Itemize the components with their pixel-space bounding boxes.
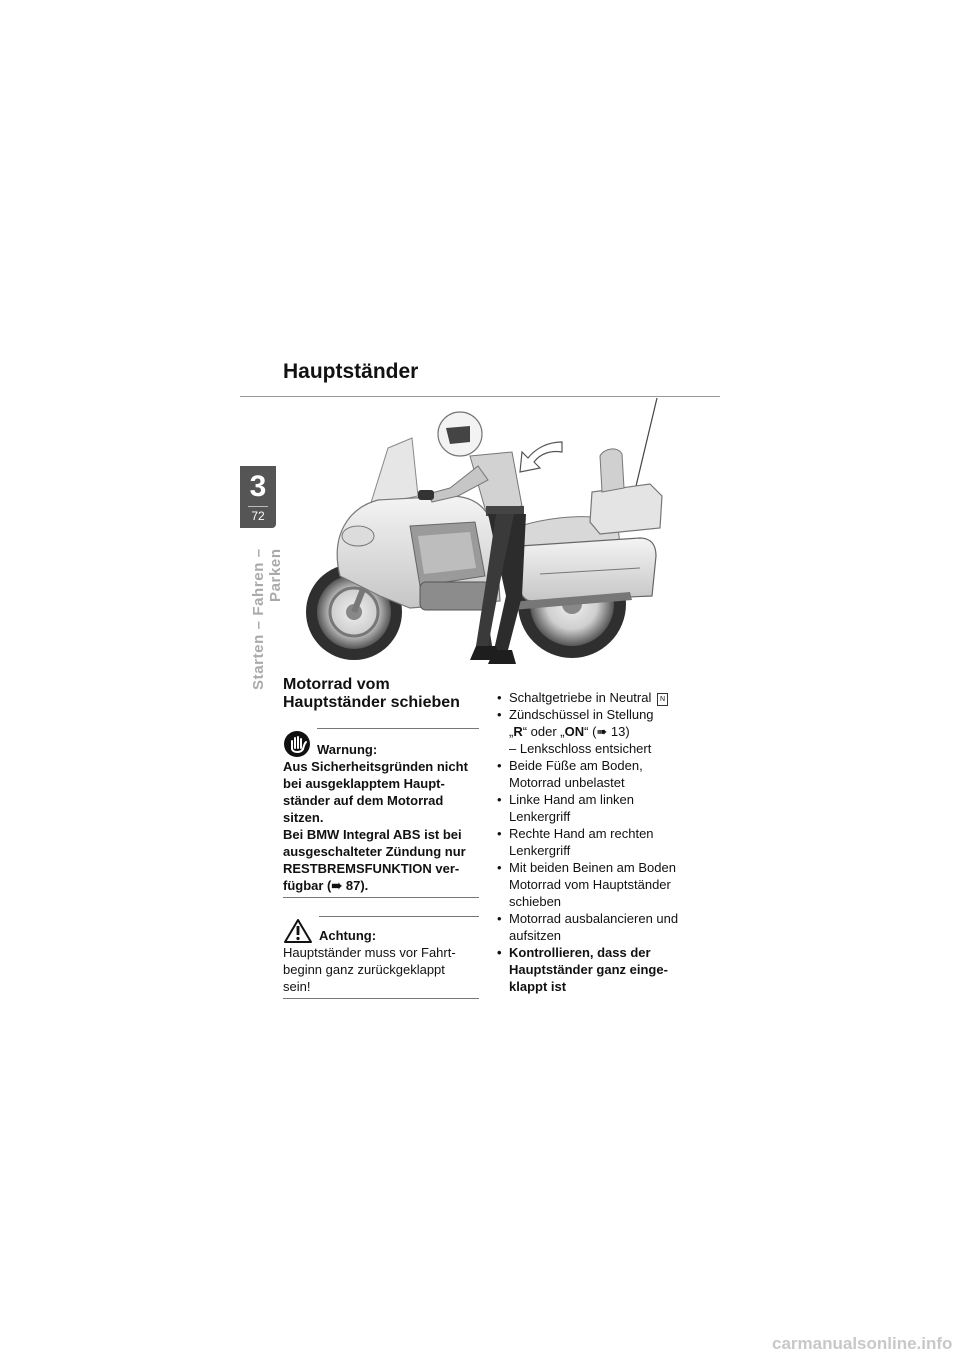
list-item <box>497 910 697 944</box>
list-item <box>497 791 697 825</box>
exclamation-triangle-icon <box>283 918 313 944</box>
step-text: Hauptständer ganz einge- <box>509 962 668 977</box>
warning-line: Aus Sicherheitsgründen nicht <box>283 759 468 774</box>
step-text: • Kontrollieren, dass der <box>509 945 651 960</box>
watermark: carmanualsonline.info <box>772 1334 953 1353</box>
step-text: Schaltgetriebe in Neutral <box>509 690 652 705</box>
push-direction-arrow <box>520 442 562 472</box>
warning-box <box>283 730 479 898</box>
step-text: • Rechte Hand am rechten <box>509 826 654 841</box>
section-title-line1: Motorrad vom <box>283 676 390 693</box>
warning-line: RESTBREMSFUNKTION ver- <box>283 861 460 876</box>
warning-line: ständer auf dem Motorrad <box>283 793 444 808</box>
chapter-divider <box>248 506 268 507</box>
step-text: Lenkergriff <box>509 843 571 858</box>
step-subtext: – Lenkschloss entsichert <box>509 741 652 756</box>
step-text: • Motorrad ausbalancieren und <box>509 911 679 926</box>
warning-label: Warnung: <box>317 742 378 757</box>
stop-hand-icon <box>283 730 311 758</box>
procedure-steps <box>497 689 697 995</box>
list-item <box>497 689 697 706</box>
caution-line: beginn ganz zurückgeklappt <box>283 962 445 977</box>
caution-line: Hauptständer muss vor Fahrt- <box>283 945 456 960</box>
section-title <box>283 676 483 712</box>
warning-line: sitzen. <box>283 810 324 825</box>
step-text: klappt ist <box>509 979 567 994</box>
caution-line: sein! <box>283 979 311 994</box>
page-number: 72 <box>251 509 265 523</box>
chapter-tab <box>240 466 276 528</box>
list-item <box>497 859 697 910</box>
list-item <box>497 825 697 859</box>
page-title: Hauptständer <box>283 360 419 383</box>
caution-box <box>283 918 479 999</box>
warning-line: fügbar (➠ 87). <box>283 878 369 893</box>
warning-bottom-rule <box>283 897 479 898</box>
caution-top-rule <box>319 916 479 917</box>
motorcycle-on-stand-illustration <box>300 396 680 674</box>
step-text: • Beide Füße am Boden, <box>509 758 643 773</box>
warning-line: ausgeschalteter Zündung nur <box>283 844 466 859</box>
step-text: Motorrad unbelastet <box>509 775 625 790</box>
caution-bottom-rule <box>283 998 479 999</box>
warning-line: Bei BMW Integral ABS ist bei <box>283 827 462 842</box>
section-title-line2: Hauptständer schieben <box>283 694 460 711</box>
step-text: “ (➠ 13) <box>584 724 630 739</box>
chapter-number: 3 <box>249 470 267 503</box>
list-item <box>497 706 697 757</box>
step-text: schieben <box>509 894 562 909</box>
step-text: aufsitzen <box>509 928 562 943</box>
warning-top-rule <box>317 728 479 729</box>
step-text: Lenkergriff <box>509 809 571 824</box>
key-position-on: ON <box>564 724 585 739</box>
step-text: „ <box>509 724 514 739</box>
step-text: • Zündschüssel in Stellung <box>509 707 654 722</box>
neutral-indicator-icon: N <box>657 693 668 706</box>
caution-label: Achtung: <box>319 928 377 943</box>
warning-line: bei ausgeklapptem Haupt- <box>283 776 445 791</box>
step-text: • Mit beiden Beinen am Boden <box>509 860 676 875</box>
list-item <box>497 944 697 995</box>
step-text: “ oder „ <box>522 724 565 739</box>
list-item <box>497 757 697 791</box>
step-text: Motorrad vom Hauptständer <box>509 877 671 892</box>
chapter-side-label: Starten – Fahren – Parken <box>250 548 284 690</box>
step-text: • Linke Hand am linken <box>509 792 635 807</box>
key-position-r: R <box>513 724 523 739</box>
